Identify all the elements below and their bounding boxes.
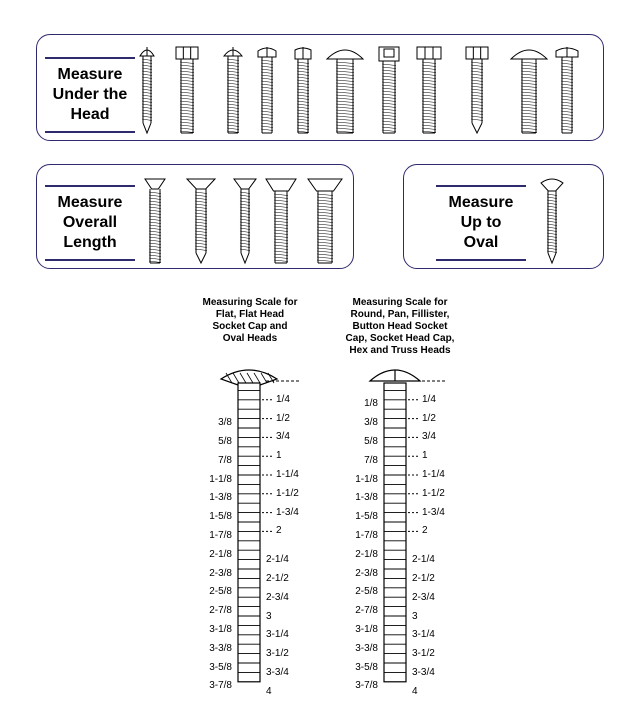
- scale-flat-left-label: 1-3/8: [209, 492, 232, 504]
- scale-flat-left-label: 7/8: [218, 454, 232, 466]
- scale-round-right-label: 3: [412, 610, 418, 622]
- scale-flat-left-label: 3-1/8: [209, 624, 232, 635]
- scale-round-left-label: 3-3/8: [355, 642, 378, 654]
- scale-round-left-label: 7/8: [364, 454, 378, 466]
- scale-title-flat: Measuring Scale for Flat, Flat Head Socket Cap and Oval Heads: [202, 297, 298, 344]
- label-overall-length: Measure Overall Length: [45, 185, 135, 261]
- scale-round-right-label: 2-1/4: [412, 554, 435, 566]
- scale-round-left-label: 3/8: [364, 417, 378, 429]
- scale-flat-left-label: 2-7/8: [209, 605, 232, 617]
- scale-flat-right-label: 1/4: [276, 393, 290, 405]
- scale-flat-left-label: 3-7/8: [209, 680, 232, 692]
- scale-round-right-label: 1/2: [422, 412, 436, 424]
- scale-flat-left-label: 2-1/8: [209, 548, 232, 560]
- scale-title-round: Measuring Scale for Round, Pan, Fillister, Button Head Socket Cap, Socket Head Cap, Hex and Truss Heads: [345, 297, 455, 356]
- scale-flat-right-label: 2-3/4: [266, 591, 289, 603]
- scale-round-right-label: 3-3/4: [412, 667, 435, 678]
- scale-flat-right-label: 2: [276, 525, 282, 537]
- scale-round-left-label: 2-7/8: [355, 605, 378, 617]
- scale-round-left-label: 1-3/8: [355, 492, 378, 504]
- scale-round-left-label: 1/8: [364, 398, 378, 410]
- scale-flat-left-label: 1-7/8: [209, 530, 232, 541]
- scale-flat-right-label: 3-1/2: [266, 648, 289, 660]
- scale-round-right-label: 3-1/2: [412, 648, 435, 660]
- scale-flat-left-label: 3-5/8: [209, 661, 232, 673]
- scale-flat-right-label: 3/4: [276, 431, 290, 443]
- scale-round-left-label: 2-3/8: [355, 567, 378, 579]
- scale-flat-left-label: 1-5/8: [209, 511, 232, 523]
- scale-flat-right-label: 4: [266, 685, 272, 697]
- scale-flat-left-label: 3-3/8: [209, 642, 232, 654]
- scale-round-right-label: 3-1/4: [412, 629, 435, 641]
- scale-round-left-label: 2-1/8: [355, 548, 378, 560]
- scale-flat-left-label: 2-3/8: [209, 567, 232, 579]
- scale-round-right-label: 1-1/2: [422, 487, 445, 499]
- scale-round-right-label: 2-3/4: [412, 591, 435, 603]
- scale-flat-right-label: 2-1/2: [266, 573, 289, 584]
- scale-round-right-label: 1-1/4: [422, 469, 445, 480]
- scale-round-right-label: 1/4: [422, 393, 436, 405]
- scale-round-left-label: 2-5/8: [355, 586, 378, 598]
- scale-round-left-label: 1-5/8: [355, 511, 378, 523]
- scale-round-right-label: 2: [422, 525, 428, 537]
- scale-flat-right-label: 1: [276, 450, 282, 462]
- scale-flat-right-label: 2-1/4: [266, 554, 289, 566]
- scale-flat-left-label: 2-5/8: [209, 586, 232, 598]
- scale-flat-right-label: 1-1/4: [276, 469, 299, 480]
- scale-flat-right-label: 1-1/2: [276, 487, 299, 499]
- scale-flat-right-label: 1-3/4: [276, 506, 299, 518]
- label-up-to-oval: Measure Up to Oval: [436, 185, 526, 261]
- scale-flat-right-label: 3-3/4: [266, 667, 289, 678]
- scale-round-right-label: 1: [422, 450, 428, 462]
- scale-round-left-label: 5/8: [364, 436, 378, 447]
- scale-round-right-label: 2-1/2: [412, 573, 435, 584]
- scale-round-left-label: 3-1/8: [355, 624, 378, 635]
- scale-flat-right-label: 1/2: [276, 412, 290, 424]
- scale-flat-left-label: 1-1/8: [209, 473, 232, 485]
- scale-round-right-label: 4: [412, 685, 418, 697]
- scale-round-left-label: 3-7/8: [355, 680, 378, 692]
- scale-round-right-label: 1-3/4: [422, 506, 445, 518]
- scale-flat-right-label: 3: [266, 610, 272, 622]
- scale-flat-left-label: 3/8: [218, 417, 232, 429]
- scale-flat-left-label: 5/8: [218, 436, 232, 447]
- scale-flat-right-label: 3-1/4: [266, 629, 289, 641]
- scale-round-left-label: 1-1/8: [355, 473, 378, 485]
- scale-round-left-label: 3-5/8: [355, 661, 378, 673]
- label-under-head: Measure Under the Head: [45, 57, 135, 133]
- scale-round-left-label: 1-7/8: [355, 530, 378, 541]
- scale-round-right-label: 3/4: [422, 431, 436, 443]
